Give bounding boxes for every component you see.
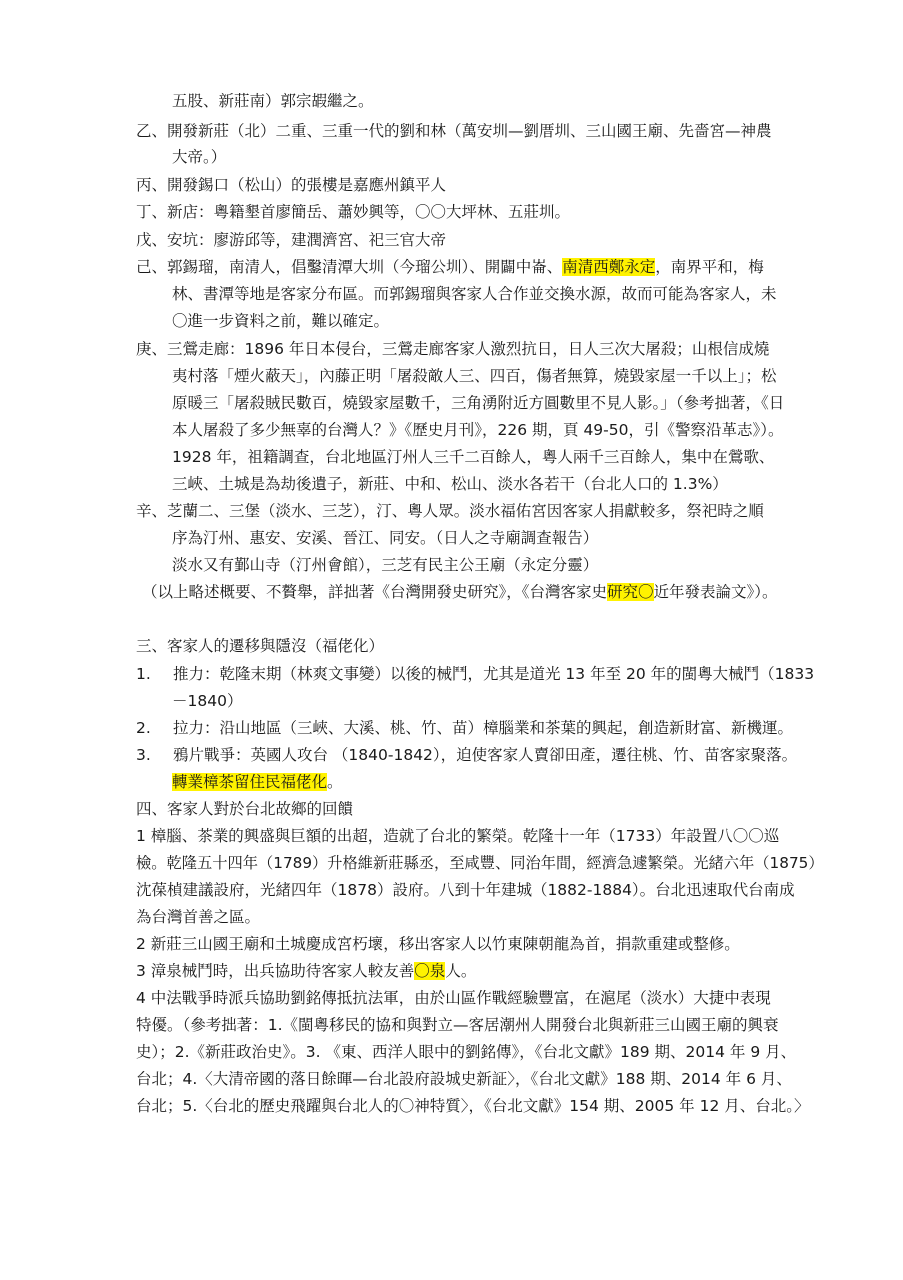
section-heading: 四、客家人對於台北故鄉的回饋 — [136, 800, 354, 818]
text-line: 丁、新店：粵籍墾首廖簡岳、蕭妙興等，〇〇大坪林、五莊圳。 — [136, 203, 571, 221]
text-run: 己、郭錫瑠，南清人，倡鑿清潭大圳（今瑠公圳）、開闢中崙、 — [136, 258, 563, 276]
text-line: 五股、新莊南）郭宗嘏繼之。 — [172, 92, 374, 110]
list-item — [136, 664, 814, 684]
list-text: 推力：乾隆末期（林爽文事變）以後的械鬥，尤其是道光 13 年至 20 年的閩粵大械鬥（1833 — [173, 665, 815, 683]
text-line: 序為汀州、惠安、安溪、晉江、同安。（日人之寺廟調查報告） — [172, 529, 599, 547]
text-line: 2 新莊三山國王廟和土城慶成宮朽壞，移出客家人以竹東陳朝龍為首，捐款重建或整修。 — [136, 935, 740, 953]
text-run: 人。 — [445, 962, 477, 980]
list-number: 1. — [136, 665, 151, 683]
text-line: 乙、開發新莊（北）二重、三重一代的劉和林（萬安圳—劉厝圳、三山國王廟、先嗇宮—神農 — [136, 122, 772, 140]
text-line: 三峽、土城是為劫後遺子，新莊、中和、松山、淡水各若干（台北人口的 1.3%） — [172, 475, 728, 493]
text-line: 台北；4.〈大清帝國的落日餘暉—台北設府設城史新証〉，《台北文獻》188 期、2014 年 6 月、 — [136, 1070, 792, 1088]
text-line: 庚、三鶯走廊：1896 年日本侵台，三鶯走廊客家人激烈抗日，日人三次大屠殺；山根信成燒 — [136, 340, 770, 358]
text-line — [172, 772, 343, 792]
list-item — [136, 718, 793, 738]
text-line: 戊、安坑：廖游邱等，建潤濟宮、祀三官大帝 — [136, 231, 447, 249]
text-line: 原暖三「屠殺賊民數百，燒毀家屋數千，三角湧附近方圓數里不見人影。」（參考拙著，《日 — [172, 394, 785, 412]
text-line — [142, 582, 778, 602]
text-line: 台北；5.〈台北的歷史飛躍與台北人的〇神特質〉，《台北文獻》154 期、2005 年 12 月、台北。〉 — [136, 1097, 810, 1115]
list-item — [136, 745, 797, 765]
highlighted-text: 〇泉 — [414, 962, 446, 980]
text-run: 近年發表論文》）。 — [653, 583, 778, 601]
text-line: 大帝。） — [172, 148, 227, 166]
text-line: －1840） — [172, 692, 243, 710]
text-line: 1928 年，祖籍調查，台北地區汀州人三千二百餘人，粵人兩千三百餘人，集中在鶯歌、 — [172, 448, 775, 466]
text-line: 本人屠殺了多少無辜的台灣人？》《歷史月刊》，226 期，頁 49-50，引《警察沿革志》）。 — [172, 421, 784, 439]
text-line: 為台灣首善之區。 — [136, 908, 261, 926]
text-line: 特優。（參考拙著：1.《閩粵移民的協和與對立—客居潮州人開發台北與新莊三山國王廟的興衰 — [136, 1016, 779, 1034]
text-run: ，南界平和，梅 — [655, 258, 764, 276]
text-line: 〇進一步資料之前，難以確定。 — [172, 312, 390, 330]
text-line: 丙、開發錫口（松山）的張樓是嘉應州鎮平人 — [136, 176, 447, 194]
list-number: 3. — [136, 746, 151, 764]
text-line: 淡水又有鄞山寺（汀州會館），三芝有民主公王廟（永定分靈） — [172, 556, 599, 574]
highlighted-text: 南清西鄭永定 — [562, 258, 656, 276]
text-line: 林、書潭等地是客家分布區。而郭錫瑠與客家人合作並交換水源，故而可能為客家人，未 — [172, 285, 777, 303]
section-heading: 三、客家人的遷移與隱沒（福佬化） — [136, 637, 385, 655]
text-line: 史）；2.《新莊政治史》。3. 《東、西洋人眼中的劉銘傳》，《台北文獻》189 期、2014 年 9 月、 — [136, 1043, 797, 1061]
text-line: 檢。乾隆五十四年（1789）升格維新莊縣丞，至咸豐、同治年間，經濟急遽繁榮。光緒六年（1875） — [136, 854, 824, 872]
text-line: 沈葆楨建議設府，光緒四年（1878）設府。八到十年建城（1882-1884）。台北迅速取代台南成 — [136, 881, 795, 899]
text-line: 夷村落「煙火蔽天」，內藤正明「屠殺敵人三、四百，傷者無算，燒毀家屋一千以上」；松 — [172, 367, 777, 385]
text-run: 3 漳泉械鬥時，出兵協助待客家人較友善 — [136, 962, 415, 980]
list-text: 鴉片戰爭：英國人攻台 （1840-1842），迫使客家人賣卻田產，遷往桃、竹、苗客家聚落。 — [173, 746, 798, 764]
text-line: 辛、芝蘭二、三堡（淡水、三芝），汀、粵人眾。淡水福佑宮因客家人捐獻較多，祭祀時之順 — [136, 502, 764, 520]
text-line — [136, 257, 764, 277]
text-line: 4 中法戰爭時派兵協助劉銘傳抵抗法軍，由於山區作戰經驗豐富，在滬尾（淡水）大捷中表現 — [136, 989, 771, 1007]
highlighted-text: 研究〇 — [607, 583, 654, 601]
text-run: （以上略述概要、不贅舉，詳拙著《台灣開發史研究》，《台灣客家史 — [142, 583, 608, 601]
list-number: 2. — [136, 719, 151, 737]
text-line — [136, 961, 476, 981]
list-text: 拉力：沿山地區（三峽、大溪、桃、竹、苗）樟腦業和茶葉的興起，創造新財富、新機運。 — [173, 719, 794, 737]
text-line: 1 樟腦、茶業的興盛與巨額的出超，造就了台北的繁榮。乾隆十一年（1733）年設置八〇〇巡 — [136, 827, 780, 845]
text-run: 。 — [327, 773, 343, 791]
highlighted-text: 轉業樟茶留住民福佬化 — [172, 773, 328, 791]
